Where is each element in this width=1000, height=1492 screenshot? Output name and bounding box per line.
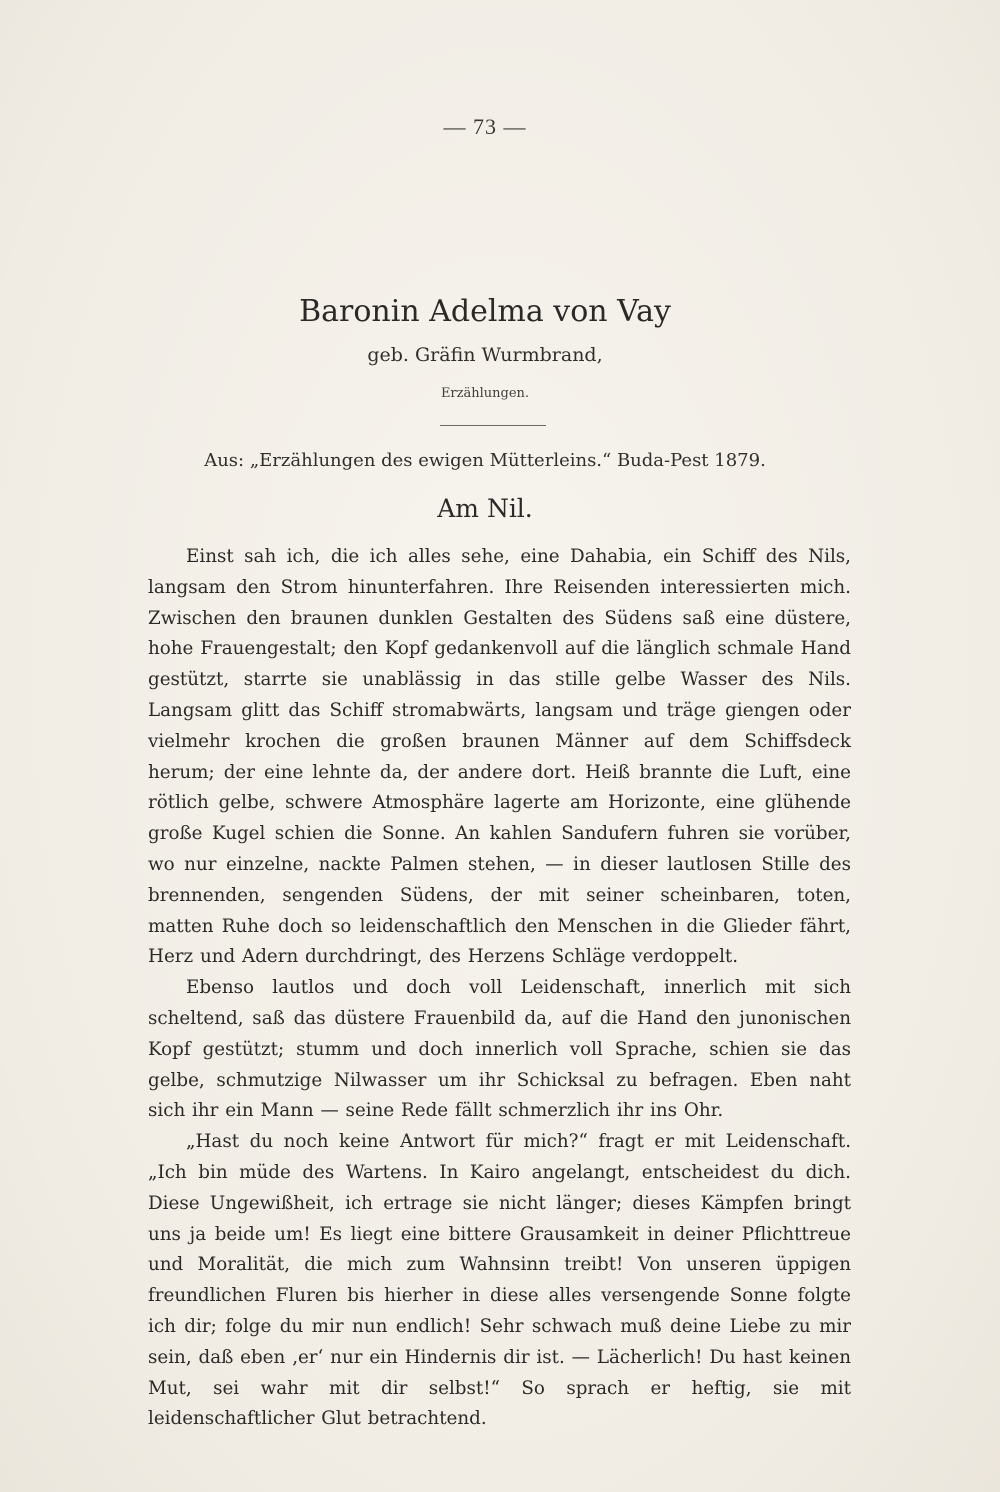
paragraph-3: „Hast du noch keine Antwort für mich?“ fragt er mit Leidenschaft. „Ich bin müde des Wartens. In Kairo angelangt, entscheidest du dich. Diese Ungewißheit, ich ertrage sie nicht länger; dieses Kämpfen bringt uns ja beide um! Es liegt eine bittere Grausamkeit in deiner Pflichttreue und Moralität, die mich zum Wahnsinn treibt! Von unseren üppigen freundlichen Fluren bis hierher in diese alles versengende Sonne folgte ich dir; folge du mir nun endlich! Sehr schwach muß deine Liebe zu mir sein, daß eben ‚er‘ nur ein Hindernis dir ist. — Lächerlich! Du hast keinen Mut, sei wahr mit dir selbst!“ So sprach er heftig, sie mit leidenschaftlicher Glut betrachtend.	[148, 1131, 851, 1430]
source-citation: Aus: „Erzählungen des ewigen Mütterleins.“ Buda-Pest 1879.	[204, 450, 766, 471]
genre-label: Erzählungen.	[440, 386, 530, 401]
paragraph-1: Einst sah ich, die ich alles sehe, eine Dahabia, ein Schiff des Nils, langsam den Strom hinunterfahren. Ihre Reisenden interessierten mich. Zwischen den braunen dunklen Gestalten des Südens saß eine düstere, hohe Frauengestalt; den Kopf gedankenvoll auf die länglich schmale Hand gestützt, starrte sie unablässig in das stille gelbe Wasser des Nils. Langsam glitt das Schiff stromabwärts, langsam und träge giengen oder vielmehr krochen die großen braunen Männer auf dem Schiffsdeck herum; der eine lehnte da, der andere dort. Heiß brannte die Luft, eine rötlich gelbe, schwere Atmosphäre lagerte am Horizonte, eine glühende große Kugel schien die Sonne. An kahlen Sandufern fuhren sie vorüber, wo nur einzelne, nackte Palmen stehen, — in dieser lautlosen Stille des brennenden, sengenden Südens, der mit seiner scheinbaren, toten, matten Ruhe doch so leidenschaftlich den Menschen in die Glieder fährt, Herz und Adern durchdringt, des Herzens Schläge verdoppelt.	[148, 546, 851, 968]
author-birth-name: geb. Gräfin Wurmbrand,	[367, 344, 603, 366]
story-title: Am Nil.	[437, 494, 533, 523]
page-number: — 73 —	[443, 114, 527, 139]
author-name: Baronin Adelma von Vay	[299, 294, 671, 329]
story-body	[148, 542, 851, 1435]
divider-rule	[440, 425, 546, 426]
paragraph-2: Ebenso lautlos und doch voll Leidenschaft, innerlich mit sich scheltend, saß das düstere Frauenbild da, auf die Hand den junonischen Kopf gestützt; stumm und doch innerlich voll Sprache, schien sie das gelbe, schmutzige Nilwasser um ihr Schicksal zu befragen. Eben naht sich ihr ein Mann — seine Rede fällt schmerzlich ihr ins Ohr.	[148, 977, 851, 1122]
